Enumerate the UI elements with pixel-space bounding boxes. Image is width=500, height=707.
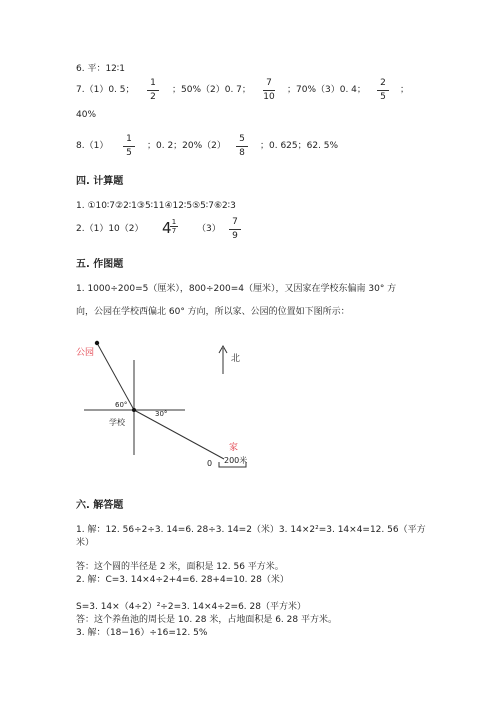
solution-3-line-1: 3. 解：（18−16）÷16=12. 5% [76,628,208,638]
answer-7-part-d: ； [400,85,410,95]
park-point [95,341,99,345]
school-label: 学校 [109,418,125,427]
section-4-title: 四. 计算题 [76,176,124,187]
answer-7-part-b: ；50%（2）0. 7； [172,85,251,95]
calc-2-part-a: 2.（1）10（2） [76,224,144,234]
answer-7-part-a: 7.（1）0. 5； [76,85,135,95]
solution-1-answer: 答：这个圆的半径是 2 米，面积是 12. 56 平方米。 [76,562,284,572]
fraction-1-5: 1 5 [119,134,139,159]
angle-30-label: 30° [155,410,168,418]
angle-60-label: 60° [115,401,128,409]
answer-7-part-c: ；70%（3）0. 4； [287,85,366,95]
home-direction-line [134,410,224,459]
answer-8-part-b: ；0. 2；20%（2） [147,141,226,151]
mixed-number-fraction: 1 7 [171,218,177,235]
solution-1-line-2: 米） [76,538,95,548]
school-point [132,408,136,412]
mixed-number-whole: 4 [162,219,172,237]
fraction-5-8: 5 8 [232,134,252,159]
calc-2-part-b: （3） [197,224,221,234]
fraction-2-5: 2 5 [373,78,393,103]
answer-8-part-a: 8.（1） [76,141,109,151]
home-label: 家 [229,443,239,453]
answer-6: 6. 平：12∶1 [76,64,125,74]
drawing-text-line-1: 1. 1000÷200=5（厘米），800÷200=4（厘米），又因家在学校东偏南 30° 方 [76,284,397,294]
fraction-7-9: 7 9 [225,217,245,242]
solution-2-answer: 答：这个养鱼池的周长是 10. 28 米，占地面积是 6. 28 平方米。 [76,615,337,625]
calc-1: 1. ①10∶7②2∶1③5∶11④12∶5⑤5∶7⑥2∶3 [76,201,236,211]
north-label: 北 [231,354,241,364]
scale-distance-label: 200米 [224,456,248,465]
park-direction-line [97,343,134,410]
fraction-7-10: 7 10 [263,78,275,102]
section-5-title: 五. 作图题 [76,259,124,270]
solution-1-line-1: 1. 解：12. 56÷2÷3. 14=6. 28÷3. 14=2（米）3. 14×2²=3. 14×4=12. 56（平方 [76,525,426,535]
answer-8-part-c: ；0. 625；62. 5% [260,141,339,151]
answer-7-part-e: 40% [76,110,97,120]
solution-2-line-2: S=3. 14×（4÷2）²÷2=3. 14×4÷2=6. 28（平方米） [76,602,306,612]
scale-zero-label: 0 [207,459,213,468]
solution-2-line-1: 2. 解：C=3. 14×4÷2+4=6. 28+4=10. 28（米） [76,575,289,585]
fraction-1-2: 1 2 [143,78,163,103]
park-label: 公园 [76,348,95,358]
section-6-title: 六. 解答题 [76,500,124,511]
drawing-text-line-2: 向，公园在学校西偏北 60° 方向，所以家、公园的位置如下图所示： [76,307,350,317]
